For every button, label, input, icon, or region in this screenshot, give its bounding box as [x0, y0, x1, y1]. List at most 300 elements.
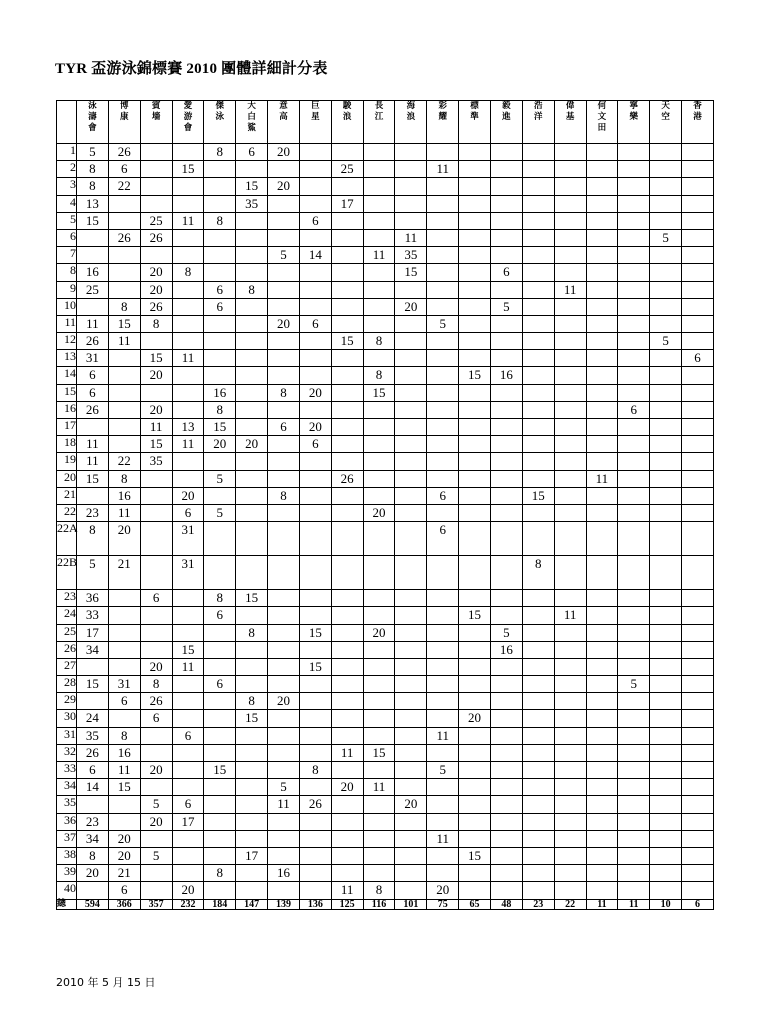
score-cell: [650, 401, 682, 418]
score-cell: [682, 641, 714, 658]
table-row: [57, 727, 714, 744]
score-cell: 11: [77, 436, 109, 453]
score-cell: [77, 487, 109, 504]
team-header: [395, 101, 427, 144]
table-row: [57, 401, 714, 418]
score-cell: [108, 710, 140, 727]
team-header: [204, 101, 236, 144]
score-cell: [395, 658, 427, 675]
score-cell: 20: [172, 487, 204, 504]
score-cell: [618, 813, 650, 830]
score-cell: [363, 178, 395, 195]
score-cell: 15: [172, 161, 204, 178]
score-cell: [618, 333, 650, 350]
team-header-char: 泳: [88, 101, 97, 111]
score-cell: [490, 882, 522, 899]
score-cell: 20: [140, 762, 172, 779]
score-cell: 8: [77, 847, 109, 864]
score-cell: 20: [140, 813, 172, 830]
score-cell: 25: [331, 161, 363, 178]
score-cell: 8: [204, 590, 236, 607]
score-cell: [331, 384, 363, 401]
score-cell: [490, 178, 522, 195]
score-cell: 6: [682, 350, 714, 367]
score-cell: [682, 178, 714, 195]
score-cell: [236, 350, 268, 367]
score-cell: [331, 522, 363, 556]
score-cell: 6: [268, 419, 300, 436]
score-cell: [77, 882, 109, 899]
score-cell: [522, 161, 554, 178]
score-cell: [395, 556, 427, 590]
score-cell: [427, 333, 459, 350]
table-row: [57, 264, 714, 281]
score-cell: [204, 229, 236, 246]
team-header-char: 賓: [151, 101, 161, 111]
score-cell: [650, 847, 682, 864]
score-cell: [586, 247, 618, 264]
score-cell: [554, 229, 586, 246]
page-title: TYR 盃游泳錦標賽 2010 團體詳細計分表: [55, 61, 328, 77]
score-cell: [522, 350, 554, 367]
score-cell: [618, 315, 650, 332]
score-cell: [650, 212, 682, 229]
score-cell: [586, 522, 618, 556]
score-cell: [459, 865, 491, 882]
team-header: [650, 101, 682, 144]
score-cell: [650, 865, 682, 882]
score-cell: [395, 470, 427, 487]
score-cell: 26: [108, 229, 140, 246]
score-cell: [618, 195, 650, 212]
score-cell: [490, 865, 522, 882]
score-cell: [172, 676, 204, 693]
score-cell: [331, 401, 363, 418]
score-cell: [618, 693, 650, 710]
score-cell: [77, 796, 109, 813]
score-cell: 11: [140, 419, 172, 436]
score-cell: [268, 607, 300, 624]
score-cell: [268, 298, 300, 315]
score-cell: [236, 161, 268, 178]
score-cell: [140, 830, 172, 847]
score-cell: [522, 676, 554, 693]
score-cell: 20: [363, 624, 395, 641]
score-cell: [268, 744, 300, 761]
score-cell: [395, 865, 427, 882]
score-cell: [682, 487, 714, 504]
total-cell: 48: [490, 899, 522, 909]
score-cell: 11: [77, 315, 109, 332]
score-cell: [268, 556, 300, 590]
score-cell: [172, 847, 204, 864]
score-cell: 6: [204, 676, 236, 693]
score-cell: [299, 281, 331, 298]
score-cell: [522, 796, 554, 813]
score-cell: 20: [108, 830, 140, 847]
total-cell: 75: [427, 899, 459, 909]
score-cell: [108, 212, 140, 229]
score-cell: [586, 161, 618, 178]
score-cell: [236, 796, 268, 813]
score-cell: [427, 195, 459, 212]
score-cell: [586, 762, 618, 779]
score-cell: [204, 624, 236, 641]
table-row: [57, 556, 714, 590]
team-header-char: 標: [470, 101, 479, 111]
score-cell: [268, 847, 300, 864]
score-cell: [618, 556, 650, 590]
score-cell: [172, 693, 204, 710]
score-cell: [522, 607, 554, 624]
score-cell: [331, 315, 363, 332]
total-label: 總: [57, 899, 77, 909]
score-cell: [650, 367, 682, 384]
score-cell: [268, 212, 300, 229]
team-header-char: 康: [120, 112, 129, 122]
team-header-char: 江: [374, 112, 384, 122]
score-cell: 5: [427, 762, 459, 779]
score-cell: 6: [108, 882, 140, 899]
score-cell: [395, 882, 427, 899]
score-cell: [554, 641, 586, 658]
score-cell: [363, 264, 395, 281]
score-cell: [522, 693, 554, 710]
score-cell: [236, 813, 268, 830]
score-cell: [331, 281, 363, 298]
score-cell: 5: [140, 847, 172, 864]
score-cell: [554, 470, 586, 487]
score-cell: [140, 195, 172, 212]
score-cell: [268, 727, 300, 744]
score-cell: 6: [140, 590, 172, 607]
row-label: 11: [57, 315, 77, 332]
score-cell: [586, 710, 618, 727]
team-header-char: 墻: [151, 112, 161, 122]
score-cell: [650, 384, 682, 401]
row-label: 35: [57, 796, 77, 813]
score-cell: 20: [268, 144, 300, 161]
score-cell: 5: [618, 676, 650, 693]
score-cell: [172, 384, 204, 401]
score-cell: [650, 830, 682, 847]
score-cell: [586, 658, 618, 675]
score-cell: [331, 693, 363, 710]
score-cell: [236, 247, 268, 264]
total-cell: 125: [331, 899, 363, 909]
score-cell: 11: [108, 504, 140, 521]
score-cell: [554, 676, 586, 693]
score-cell: [618, 229, 650, 246]
team-header: [490, 101, 522, 144]
score-cell: [204, 796, 236, 813]
score-cell: 20: [140, 367, 172, 384]
score-cell: [363, 470, 395, 487]
table-row: [57, 298, 714, 315]
score-cell: [490, 522, 522, 556]
team-header: [522, 101, 554, 144]
score-cell: [618, 281, 650, 298]
score-cell: [586, 264, 618, 281]
score-cell: [522, 195, 554, 212]
score-cell: [554, 419, 586, 436]
score-cell: [236, 487, 268, 504]
team-header-char: 駿: [342, 101, 352, 111]
team-header: [554, 101, 586, 144]
score-cell: [522, 212, 554, 229]
score-cell: [331, 453, 363, 470]
team-header: [172, 101, 204, 144]
score-cell: 21: [108, 865, 140, 882]
score-cell: [522, 333, 554, 350]
score-cell: [77, 247, 109, 264]
score-cell: [490, 693, 522, 710]
score-cell: [586, 813, 618, 830]
score-cell: [268, 229, 300, 246]
table-row: [57, 247, 714, 264]
score-cell: [554, 487, 586, 504]
score-cell: [172, 298, 204, 315]
total-cell: 23: [522, 899, 554, 909]
score-cell: [554, 178, 586, 195]
score-cell: [204, 847, 236, 864]
team-header-char: 彩: [438, 101, 447, 111]
score-cell: [459, 658, 491, 675]
score-cell: [363, 676, 395, 693]
score-cell: [490, 212, 522, 229]
row-label: 37: [57, 830, 77, 847]
score-cell: 5: [268, 247, 300, 264]
score-cell: 8: [236, 624, 268, 641]
score-cell: [395, 504, 427, 521]
score-cell: 8: [108, 470, 140, 487]
score-cell: [108, 624, 140, 641]
score-cell: 11: [172, 350, 204, 367]
score-cell: [682, 247, 714, 264]
score-cell: [554, 590, 586, 607]
score-cell: [522, 847, 554, 864]
row-label: 34: [57, 779, 77, 796]
score-cell: [299, 229, 331, 246]
score-cell: [459, 281, 491, 298]
score-cell: [554, 813, 586, 830]
score-cell: [363, 522, 395, 556]
table-row: [57, 744, 714, 761]
score-cell: [140, 607, 172, 624]
score-cell: [522, 436, 554, 453]
score-cell: [331, 590, 363, 607]
score-cell: [172, 144, 204, 161]
score-cell: [331, 796, 363, 813]
score-cell: 25: [140, 212, 172, 229]
table-row: [57, 830, 714, 847]
score-cell: 20: [299, 384, 331, 401]
score-cell: [618, 350, 650, 367]
score-cell: [618, 247, 650, 264]
score-cell: [522, 710, 554, 727]
row-label: 18: [57, 436, 77, 453]
score-cell: [299, 744, 331, 761]
score-cell: [490, 470, 522, 487]
score-cell: [586, 727, 618, 744]
score-cell: 35: [140, 453, 172, 470]
total-cell: 6: [682, 899, 714, 909]
score-cell: [236, 470, 268, 487]
score-cell: [236, 727, 268, 744]
team-header: [331, 101, 363, 144]
total-cell: 65: [459, 899, 491, 909]
total-cell: 136: [299, 899, 331, 909]
score-cell: [522, 504, 554, 521]
score-cell: [395, 847, 427, 864]
team-header: [108, 101, 140, 144]
score-cell: [172, 744, 204, 761]
score-cell: [363, 693, 395, 710]
score-cell: [268, 195, 300, 212]
score-cell: 8: [77, 522, 109, 556]
score-cell: [522, 367, 554, 384]
score-cell: [490, 401, 522, 418]
row-label: 22B: [57, 556, 77, 590]
table-row: [57, 384, 714, 401]
score-cell: [586, 641, 618, 658]
score-cell: [586, 847, 618, 864]
score-cell: [427, 796, 459, 813]
score-cell: [331, 624, 363, 641]
score-cell: [490, 830, 522, 847]
score-cell: [618, 504, 650, 521]
score-cell: [522, 384, 554, 401]
score-cell: [268, 830, 300, 847]
score-cell: [650, 710, 682, 727]
score-cell: [618, 865, 650, 882]
score-cell: [650, 556, 682, 590]
score-cell: 11: [77, 453, 109, 470]
score-cell: [682, 693, 714, 710]
score-cell: [554, 453, 586, 470]
score-cell: [682, 212, 714, 229]
score-cell: 31: [77, 350, 109, 367]
score-cell: [236, 401, 268, 418]
table-row: [57, 865, 714, 882]
score-cell: [682, 401, 714, 418]
score-cell: [331, 830, 363, 847]
score-cell: [682, 522, 714, 556]
score-cell: [586, 333, 618, 350]
score-cell: [395, 762, 427, 779]
score-cell: [268, 624, 300, 641]
score-cell: [522, 727, 554, 744]
score-cell: [299, 727, 331, 744]
score-cell: [427, 847, 459, 864]
table-row: [57, 813, 714, 830]
score-cell: 15: [363, 744, 395, 761]
row-label: 8: [57, 264, 77, 281]
score-cell: 15: [522, 487, 554, 504]
table-row: [57, 281, 714, 298]
score-cell: [140, 882, 172, 899]
score-cell: 11: [331, 744, 363, 761]
score-cell: 6: [77, 367, 109, 384]
score-cell: 14: [77, 779, 109, 796]
score-cell: [236, 882, 268, 899]
score-cell: [490, 333, 522, 350]
table-row: [57, 436, 714, 453]
score-cell: 5: [140, 796, 172, 813]
team-header-char: 港: [693, 112, 702, 122]
score-cell: [554, 865, 586, 882]
score-cell: [554, 504, 586, 521]
score-cell: [459, 624, 491, 641]
score-cell: [236, 676, 268, 693]
score-cell: [395, 676, 427, 693]
score-cell: [363, 487, 395, 504]
score-cell: [459, 813, 491, 830]
score-cell: [682, 298, 714, 315]
score-cell: 6: [172, 796, 204, 813]
score-cell: 6: [108, 161, 140, 178]
score-cell: [363, 419, 395, 436]
score-cell: [554, 298, 586, 315]
score-cell: [490, 281, 522, 298]
score-cell: 15: [331, 333, 363, 350]
score-cell: [554, 556, 586, 590]
score-cell: 15: [108, 315, 140, 332]
table-row: [57, 710, 714, 727]
score-cell: [236, 762, 268, 779]
team-header-char: 香: [693, 101, 702, 111]
score-cell: [682, 161, 714, 178]
row-label: 29: [57, 693, 77, 710]
score-cell: [586, 779, 618, 796]
score-cell: 6: [77, 384, 109, 401]
table-row: [57, 847, 714, 864]
score-cell: [395, 487, 427, 504]
score-cell: [204, 693, 236, 710]
score-cell: 17: [236, 847, 268, 864]
score-cell: 16: [108, 744, 140, 761]
row-label: 1: [57, 144, 77, 161]
score-cell: [459, 590, 491, 607]
score-cell: 6: [204, 281, 236, 298]
score-cell: [108, 195, 140, 212]
score-cell: [363, 607, 395, 624]
table-row: [57, 178, 714, 195]
table-row: [57, 315, 714, 332]
score-cell: 20: [140, 264, 172, 281]
score-cell: [108, 641, 140, 658]
score-cell: [331, 247, 363, 264]
score-cell: [395, 333, 427, 350]
score-cell: [459, 676, 491, 693]
row-label: 3: [57, 178, 77, 195]
team-header: [427, 101, 459, 144]
score-cell: 15: [363, 384, 395, 401]
score-cell: 15: [236, 178, 268, 195]
score-cell: 8: [172, 264, 204, 281]
score-cell: [427, 779, 459, 796]
score-cell: [618, 522, 650, 556]
score-cell: [459, 522, 491, 556]
score-cell: [140, 556, 172, 590]
team-header-char: 耀: [438, 112, 447, 122]
score-cell: [522, 470, 554, 487]
score-cell: [108, 813, 140, 830]
score-cell: [331, 178, 363, 195]
score-cell: 11: [427, 161, 459, 178]
score-cell: [650, 658, 682, 675]
row-label: 5: [57, 212, 77, 229]
